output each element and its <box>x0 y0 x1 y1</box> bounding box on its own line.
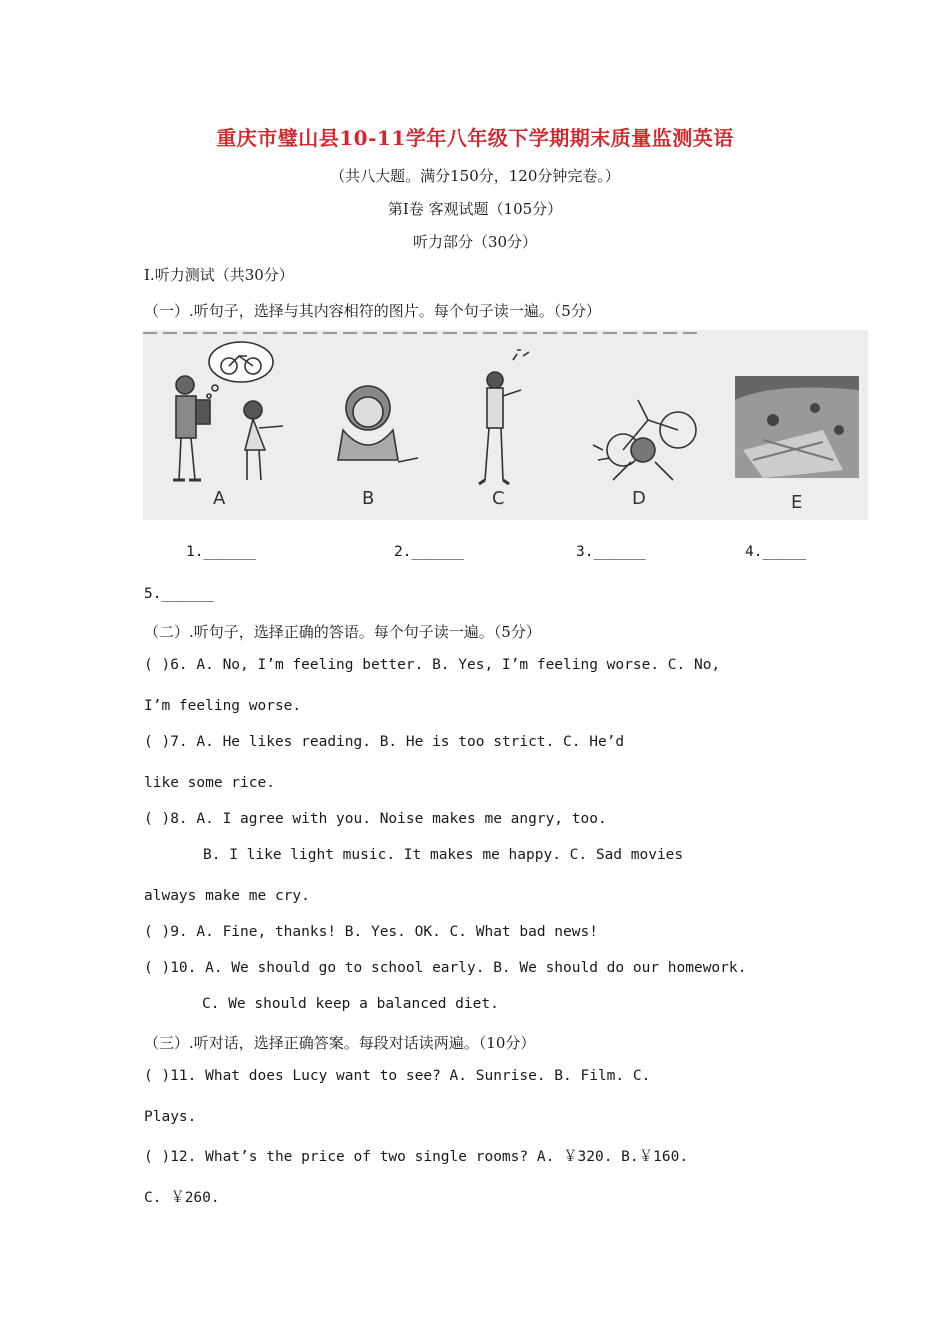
answer-blank-2[interactable]: 2.______ <box>394 544 464 560</box>
picture-label-a: A <box>213 488 226 509</box>
picture-d <box>593 400 696 480</box>
question-7: ( )7. A. He likes reading. B. He is too strict. C. He’d <box>144 734 625 750</box>
picture-label-c: C <box>492 488 505 509</box>
pictures-illustration <box>143 330 868 520</box>
question-6: ( )6. A. No, I’m feeling better. B. Yes, I’m feeling worse. C. No, <box>144 657 721 673</box>
question-11: ( )11. What does Lucy want to see? A. Sunrise. B. Film. C. <box>144 1068 651 1084</box>
question-12: ( )12. What’s the price of two single rooms? A. ￥320. B.￥160. <box>144 1149 689 1165</box>
document-title: 重庆市璧山县10-11学年八年级下学期期末质量监测英语 <box>216 126 734 150</box>
question-8: ( )8. A. I agree with you. Noise makes me angry, too. <box>144 811 607 827</box>
part3-instruction: （三）.听对话，选择正确答案。每段对话读两遍。（10分） <box>144 1034 536 1052</box>
exam-info: （共八大题。满分150分，120分钟完卷。） <box>330 167 620 185</box>
part2-instruction: （二）.听句子，选择正确的答语。每个句子读一遍。（5分） <box>144 623 541 641</box>
answer-blank-4[interactable]: 4._____ <box>745 544 807 560</box>
question-7-continued: like some rice. <box>144 775 275 791</box>
answer-blank-3[interactable]: 3.______ <box>576 544 646 560</box>
question-12-continued: C. ￥260. <box>144 1190 220 1206</box>
picture-label-d: D <box>632 488 646 509</box>
picture-b <box>338 386 418 462</box>
section-heading: I.听力测试（共30分） <box>144 266 294 284</box>
answer-blank-5[interactable]: 5.______ <box>144 586 214 602</box>
question-10-option-c: C. We should keep a balanced diet. <box>202 996 499 1012</box>
question-11-continued: Plays. <box>144 1109 197 1125</box>
picture-label-e: E <box>791 492 803 513</box>
picture-c <box>479 350 529 484</box>
listening-heading: 听力部分（30分） <box>412 233 538 251</box>
question-10: ( )10. A. We should go to school early. B. We should do our homework. <box>144 960 747 976</box>
picture-label-b: B <box>362 488 375 509</box>
answer-blank-1[interactable]: 1.______ <box>186 544 256 560</box>
volume-heading: 第Ⅰ卷 客观试题（105分） <box>387 200 563 218</box>
picture-e <box>735 376 859 478</box>
question-8-continued: always make me cry. <box>144 888 310 904</box>
picture-panel <box>143 330 868 520</box>
question-8-options: B. I like light music. It makes me happy. C. Sad movies <box>203 847 684 863</box>
question-6-continued: I’m feeling worse. <box>144 698 302 714</box>
picture-a <box>173 342 283 480</box>
question-9: ( )9. A. Fine, thanks! B. Yes. OK. C. What bad news! <box>144 924 598 940</box>
part1-instruction: （一）.听句子，选择与其内容相符的图片。每个句子读一遍。（5分） <box>144 302 601 320</box>
